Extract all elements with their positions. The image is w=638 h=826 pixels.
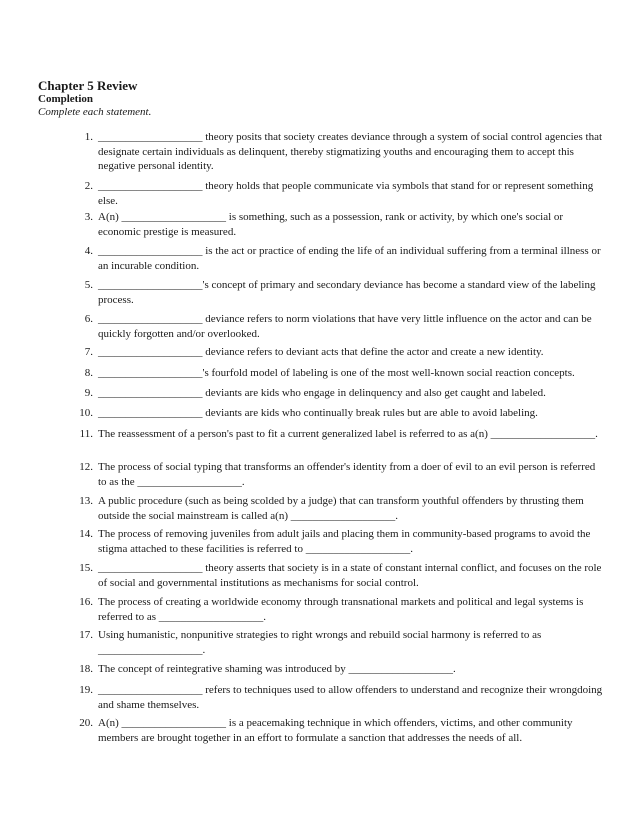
question-number: 6. (84, 313, 93, 325)
question-item (60, 179, 605, 208)
question-item (60, 662, 605, 677)
question-number: 3. (84, 211, 93, 223)
question-item (60, 366, 605, 381)
question-number: 15. (79, 562, 93, 574)
document-header (38, 78, 598, 119)
question-number: 13. (79, 495, 93, 507)
question-text: ___________________ deviance refers to deviant acts that define the actor and create a new identity. (98, 346, 544, 358)
question-text: A(n) ___________________ is something, such as a possession, rank or activity, by which one's social or economic prestige is measured. (98, 211, 564, 238)
question-item (60, 460, 605, 489)
instructions-text: Complete each statement. (38, 106, 152, 118)
chapter-title: Chapter 5 Review (38, 78, 138, 93)
question-number: 17. (79, 629, 93, 641)
question-text: The process of social typing that transforms an offender's identity from a doer of evil to an evil person is referred to as the ___________________. (98, 461, 596, 488)
question-number: 11. (79, 428, 93, 440)
question-item (60, 494, 605, 523)
question-number: 5. (84, 279, 93, 291)
question-item (60, 561, 605, 590)
question-text: ___________________ theory holds that people communicate via symbols that stand for or represent something else. (98, 180, 594, 207)
question-text: Using humanistic, nonpunitive strategies to right wrongs and rebuild social harmony is referred to as ___________________. (98, 629, 542, 656)
question-item (60, 278, 605, 307)
question-number: 9. (84, 387, 93, 399)
question-text: The process of creating a worldwide economy through transnational markets and political and legal systems is referred to as ___________________. (98, 596, 584, 623)
question-item (60, 386, 605, 401)
question-item (60, 345, 605, 360)
question-item (60, 595, 605, 624)
question-text: ___________________ theory asserts that society is in a state of constant internal conflict, and focuses on the role of social and governmental institutions as mechanisms for social control. (98, 562, 602, 589)
question-text: ___________________ theory posits that society creates deviance through a system of social control agencies that designate certain individuals as delinquent, thereby stigmatizing youths and encouraging them to accept this negative personal identity. (98, 131, 603, 172)
question-number: 12. (79, 461, 93, 473)
question-item (60, 130, 605, 174)
question-item (60, 210, 605, 239)
question-item (60, 527, 605, 556)
question-number: 20. (79, 717, 93, 729)
question-text: ___________________ deviance refers to norm violations that have very little influence on the actor and can be quickly forgotten and/or overlooked. (98, 313, 592, 340)
question-text: The reassessment of a person's past to fit a current generalized label is referred to as a(n) ___________________. (98, 428, 598, 440)
question-item (60, 628, 605, 657)
question-item (60, 427, 605, 442)
question-text: ___________________ refers to techniques used to allow offenders to understand and recognize their wrongdoing and shame themselves. (98, 684, 603, 711)
question-text: ___________________ deviants are kids who continually break rules but are able to avoid labeling. (98, 407, 538, 419)
question-number: 7. (84, 346, 93, 358)
question-number: 16. (79, 596, 93, 608)
section-subtitle: Completion (38, 93, 93, 105)
question-item (60, 683, 605, 712)
question-text: The process of removing juveniles from adult jails and placing them in community-based programs to avoid the stigma attached to these facilities is referred to ___________________. (98, 528, 591, 555)
question-number: 19. (79, 684, 93, 696)
question-number: 14. (79, 528, 93, 540)
question-item (60, 406, 605, 421)
question-text: ___________________'s fourfold model of labeling is one of the most well-known social reaction concepts. (98, 367, 575, 379)
question-number: 1. (84, 131, 93, 143)
question-text: A(n) ___________________ is a peacemaking technique in which offenders, victims, and other community members are brought together in an effort to formulate a sanction that addresses the needs of all. (98, 717, 573, 744)
question-number: 10. (79, 407, 93, 419)
question-number: 18. (79, 663, 93, 675)
question-text: ___________________ deviants are kids who engage in delinquency and also get caught and labeled. (98, 387, 546, 399)
question-item (60, 312, 605, 341)
question-number: 8. (84, 367, 93, 379)
question-number: 2. (84, 180, 93, 192)
question-text: ___________________ is the act or practice of ending the life of an individual suffering from a terminal illness or an incurable condition. (98, 245, 601, 272)
question-item (60, 244, 605, 273)
question-text: The concept of reintegrative shaming was introduced by ___________________. (98, 663, 456, 675)
question-text: A public procedure (such as being scolded by a judge) that can transform youthful offenders by thrusting them outside the social mainstream is called a(n) ___________________. (98, 495, 584, 522)
question-number: 4. (84, 245, 93, 257)
question-text: ___________________'s concept of primary and secondary deviance has become a standard view of the labeling process. (98, 279, 596, 306)
question-item (60, 716, 605, 745)
